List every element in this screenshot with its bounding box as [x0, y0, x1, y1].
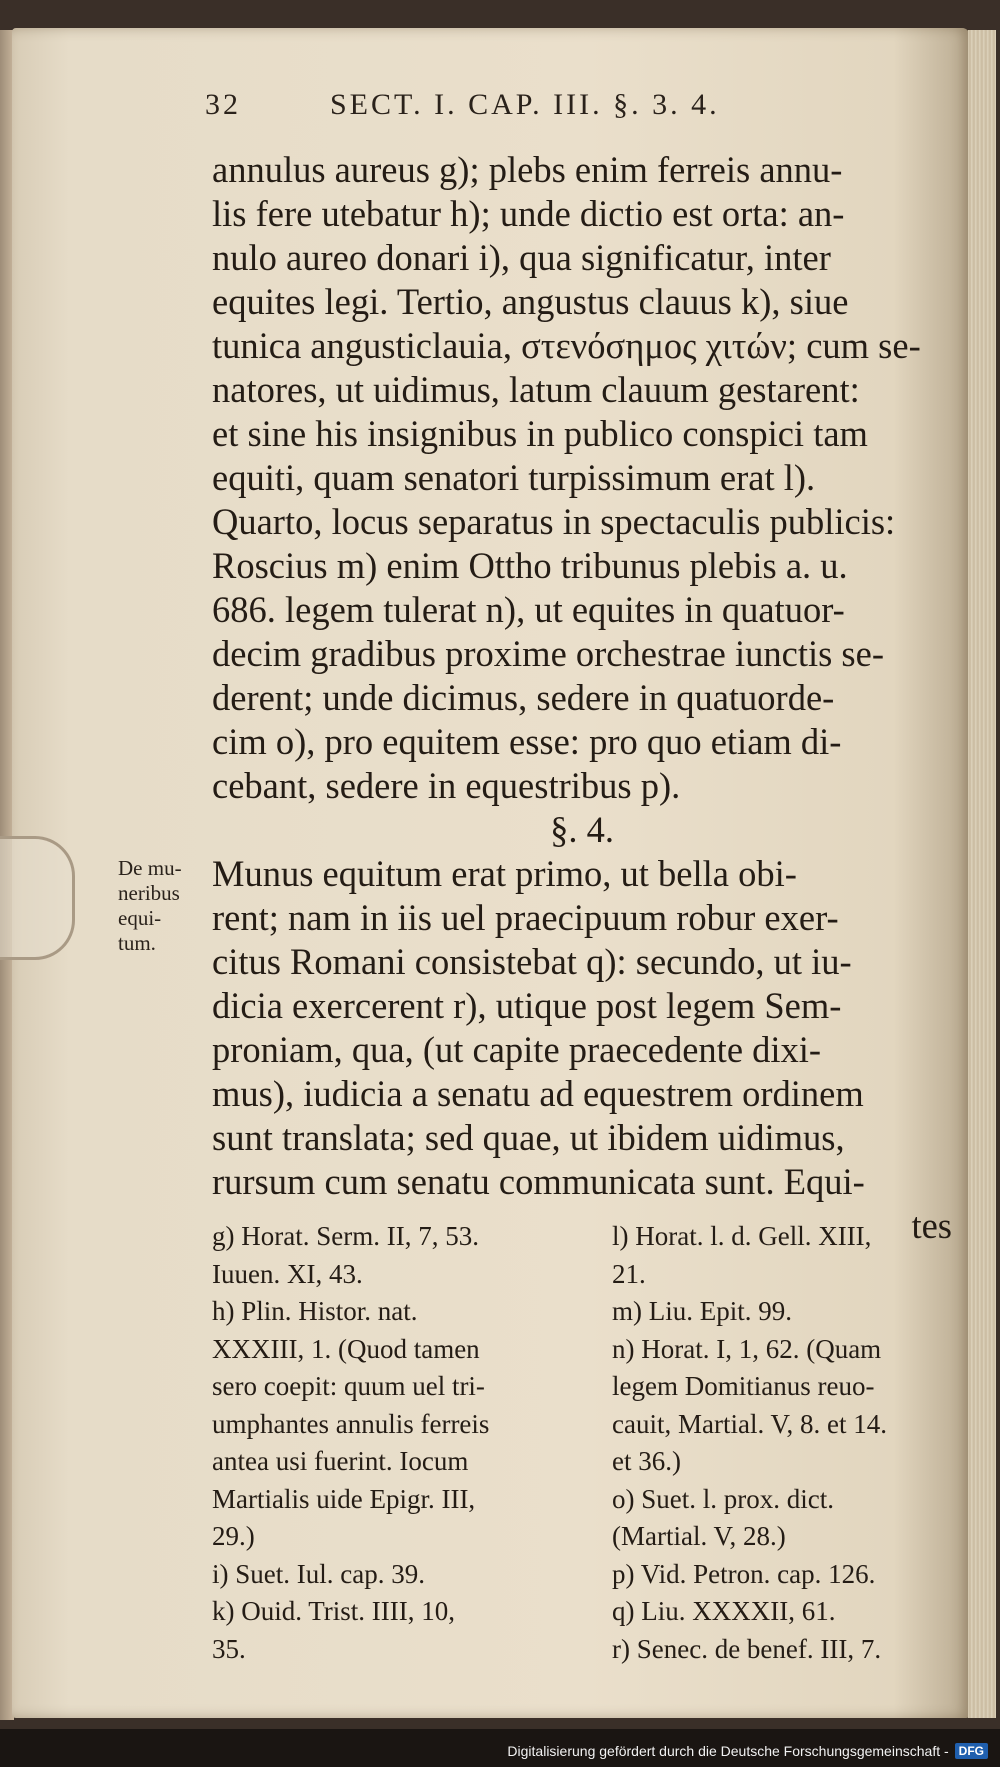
text-line: annulus aureus g); plebs enim ferreis annu- — [212, 149, 843, 190]
dfg-logo: DFG — [955, 1743, 988, 1759]
footnote-line: XXXIII, 1. (Quod tamen — [212, 1333, 480, 1364]
footnote-line: i) Suet. Iul. cap. 39. — [212, 1558, 425, 1589]
text-line: equiti, quam senatori turpissimum erat l). — [212, 457, 816, 498]
footnote-line: h) Plin. Histor. nat. — [212, 1296, 418, 1326]
marginal-note — [118, 856, 208, 956]
footnote-line: antea usi fuerint. Iocum — [212, 1446, 469, 1476]
marginal-note-line: neribus — [118, 881, 180, 905]
right-page-stack — [968, 30, 996, 1718]
text-line: sunt translata; sed quae, ut ibidem uidimus, — [212, 1117, 845, 1158]
text-line: lis fere utebatur h); unde dictio est orta: an- — [212, 193, 845, 234]
footnote-line: 35. — [212, 1633, 246, 1664]
marginal-note-line: tum. — [118, 931, 156, 955]
text-line: cim o), pro equitem esse: pro quo etiam di- — [212, 721, 842, 762]
text-line: natores, ut uidimus, latum clauum gestarent: — [212, 369, 860, 410]
marginal-note-line: equi- — [118, 906, 162, 930]
footnote-line: legem Domitianus reuo- — [612, 1371, 875, 1401]
text-line: 686. legem tulerat n), ut equites in quatuor- — [212, 589, 845, 630]
footnote-line: m) Liu. Epit. 99. — [612, 1296, 792, 1326]
footnote-line: cauit, Martial. V, 8. et 14. — [612, 1408, 887, 1439]
running-head: SECT. I. CAP. III. §. 3. 4. — [330, 88, 720, 121]
text-line: tunica angusticlauia, στενόσημος χιτών; cum se- — [212, 325, 921, 366]
footnote-line: k) Ouid. Trist. IIII, 10, — [212, 1596, 456, 1626]
section-mark: §. 4. — [550, 809, 614, 850]
footnote-line: sero coepit: quum uel tri- — [212, 1371, 485, 1401]
text-line: Munus equitum erat primo, ut bella obi- — [212, 853, 797, 894]
footnote-line: l) Horat. l. d. Gell. XIII, — [612, 1221, 872, 1251]
footnote-line: (Martial. V, 28.) — [612, 1521, 786, 1551]
footnote-line: et 36.) — [612, 1446, 681, 1476]
text-line: et sine his insignibus in publico conspici tam — [212, 413, 868, 454]
footnote-line: p) Vid. Petron. cap. 126. — [612, 1558, 876, 1589]
text-line: derent; unde dicimus, sedere in quatuorde- — [212, 677, 835, 718]
text-line: mus), iudicia a senatu ad equestrem ordinem — [212, 1073, 864, 1114]
text-line: proniam, qua, (ut capite praecedente dixi- — [212, 1029, 822, 1070]
text-line: Quarto, locus separatus in spectaculis publicis: — [212, 501, 896, 542]
text-line: Roscius m) enim Ottho tribunus plebis a. u. — [212, 545, 848, 586]
footnote-line: r) Senec. de benef. III, 7. — [612, 1633, 882, 1664]
footnote-line: q) Liu. XXXXII, 61. — [612, 1596, 836, 1626]
footnotes-left-column — [212, 1218, 572, 1668]
footnote-line: 21. — [612, 1258, 646, 1289]
footnote-line: 29.) — [212, 1521, 255, 1551]
text-line: cebant, sedere in equestribus p). — [212, 765, 681, 806]
footnote-line: Martialis uide Epigr. III, — [212, 1483, 476, 1514]
footnote-line: g) Horat. Serm. II, 7, 53. — [212, 1221, 479, 1251]
page-holder-clip — [0, 836, 75, 960]
text-line: dicia exercerent r), utique post legem Sem- — [212, 985, 842, 1026]
footnote-line: o) Suet. l. prox. dict. — [612, 1483, 834, 1514]
page-number: 32 — [205, 88, 241, 121]
catchword: tes — [911, 1205, 952, 1246]
text-line: equites legi. Tertio, angustus clauus k), siue — [212, 281, 849, 322]
text-line: rursum cum senatu communicata sunt. Equi- — [212, 1161, 865, 1202]
footnote-line: Iuuen. XI, 43. — [212, 1258, 363, 1289]
text-line: citus Romani consistebat q): secundo, ut iu- — [212, 941, 852, 982]
credit-text: Digitalisierung gefördert durch die Deutsche Forschungsgemeinschaft - — [507, 1743, 949, 1759]
text-line: decim gradibus proxime orchestrae iunctis se- — [212, 633, 884, 674]
marginal-note-line: De mu- — [118, 856, 182, 880]
footnote-line: n) Horat. I, 1, 62. (Quam — [612, 1333, 882, 1364]
digitization-credit — [507, 1743, 988, 1759]
main-text — [212, 148, 952, 1248]
text-line: rent; nam in iis uel praecipuum robur exer- — [212, 897, 839, 938]
text-line: nulo aureo donari i), qua significatur, inter — [212, 237, 831, 278]
footnotes-right-column — [612, 1218, 957, 1668]
footnote-line: umphantes annulis ferreis — [212, 1408, 490, 1439]
